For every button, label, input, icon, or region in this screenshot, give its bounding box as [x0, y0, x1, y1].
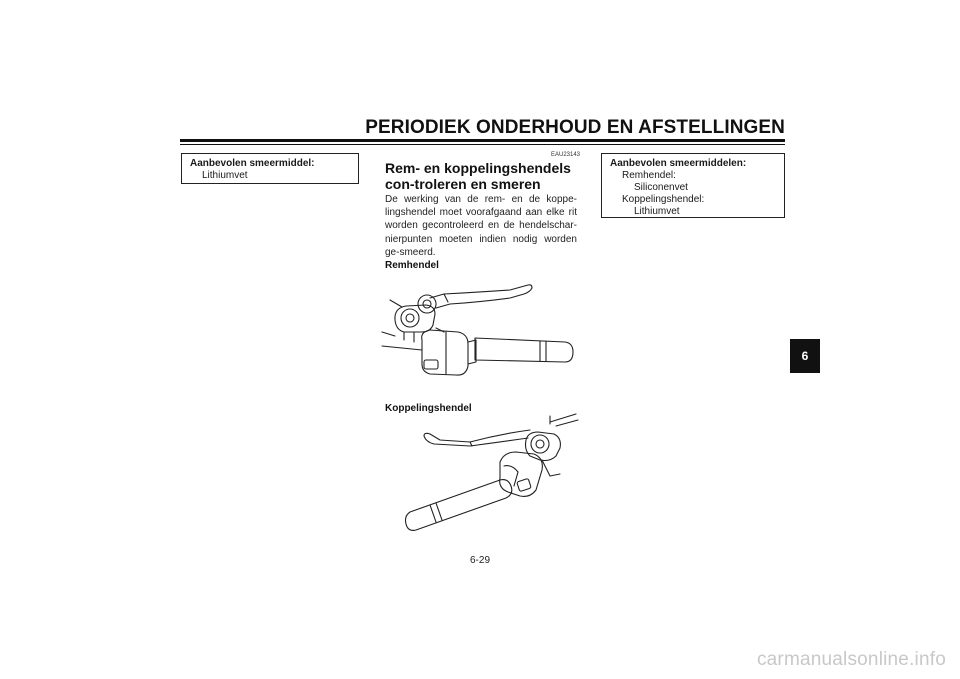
box-heading: Aanbevolen smeermiddel:: [190, 158, 315, 169]
header-rule-thick: [180, 139, 785, 142]
brake-lever-label: Remhendel:: [622, 170, 676, 181]
recommended-lubricants-box: [601, 153, 785, 218]
clutch-lever-heading: Koppelingshendel: [385, 403, 472, 414]
section-title: Rem- en koppelingshendels con-troleren en smeren: [385, 160, 571, 192]
clutch-lever-label: Koppelingshendel:: [622, 194, 705, 205]
header-rule-thin: [180, 144, 785, 145]
section-code: EAU23143: [551, 152, 581, 158]
box-heading: Aanbevolen smeermiddelen:: [610, 158, 747, 169]
brake-lever-heading: Remhendel: [385, 260, 439, 271]
section-body: De werking van de rem- en de koppe-lingshendel moet voorafgaand aan elke rit worden gecontroleerd en de hendelschar-nierpunten moeten indien nodig worden ge-smeerd.: [385, 194, 577, 258]
recommended-lubricant-box: [181, 153, 359, 184]
chapter-tab: 6: [790, 339, 820, 373]
clutch-lever-lubricant: Lithiumvet: [634, 206, 680, 217]
watermark: carmanualsonline.info: [756, 649, 946, 670]
page-title: PERIODIEK ONDERHOUD EN AFSTELLINGEN: [365, 117, 785, 138]
box-item: Lithiumvet: [202, 170, 248, 181]
brake-lever-lubricant: Siliconenvet: [634, 182, 688, 193]
brake-lever-illustration: [380, 280, 580, 395]
clutch-lever-illustration: [400, 412, 580, 537]
page-number: 6-29: [470, 555, 491, 566]
